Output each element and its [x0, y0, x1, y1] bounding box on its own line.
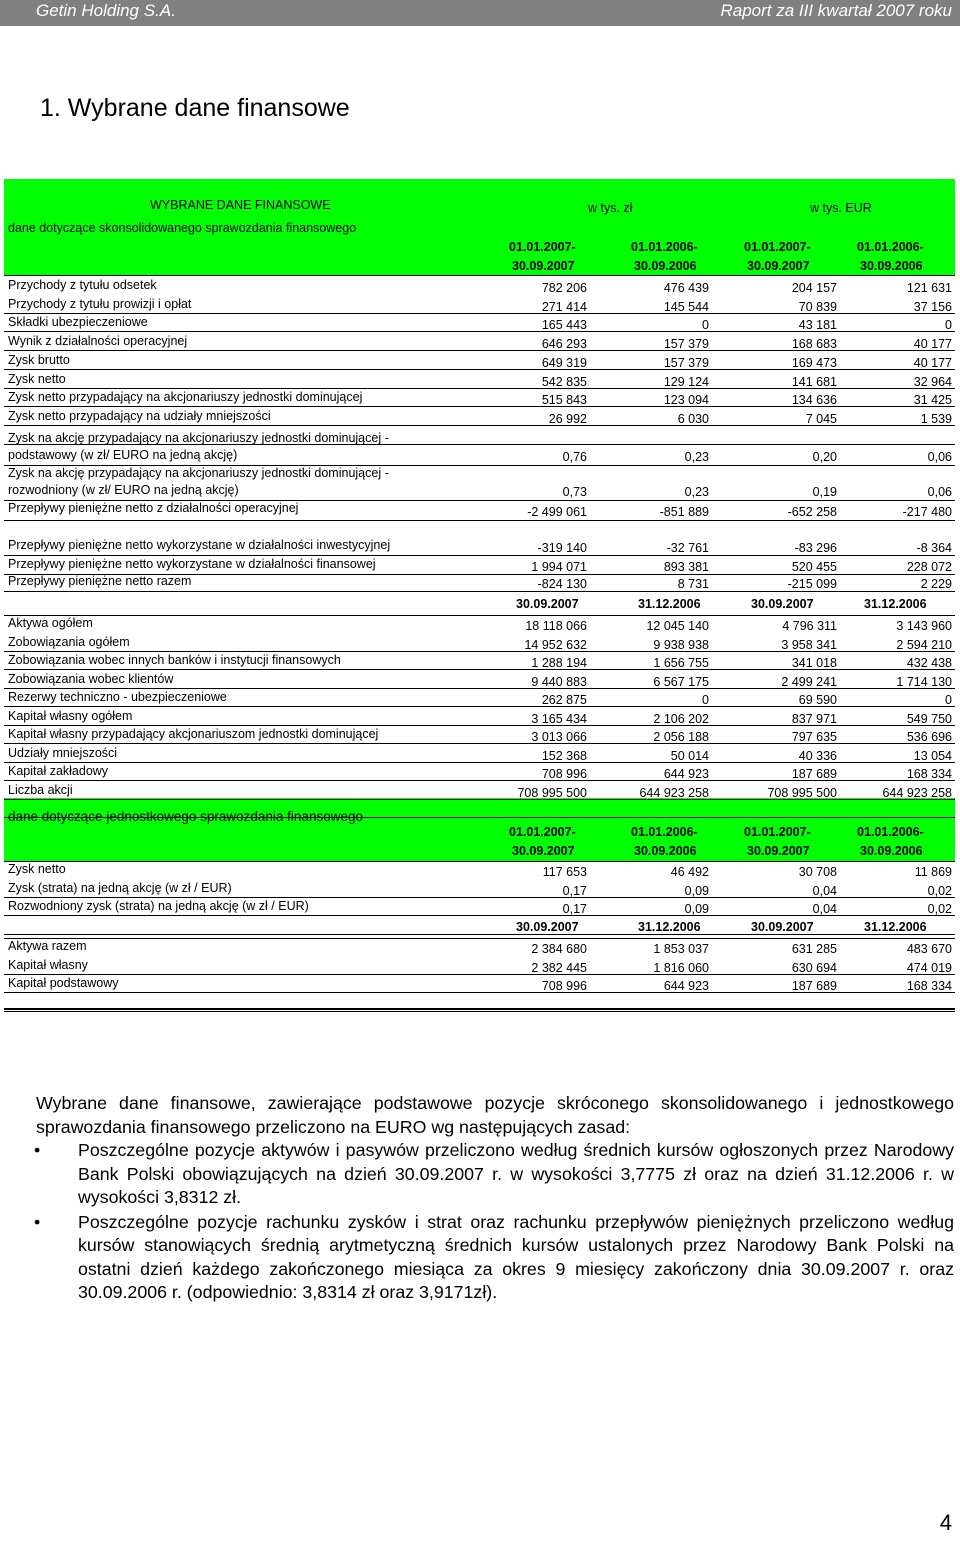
row-value: 0,09	[684, 883, 709, 898]
row-value: -824 130	[537, 577, 587, 591]
row-value: 644 923 258	[882, 785, 952, 800]
row-divider	[4, 861, 955, 862]
currency-pln-label: w tys. zł	[588, 201, 633, 215]
row-divider	[4, 938, 955, 939]
row-value: -319 140	[537, 541, 587, 555]
row-label: Rozwodniony zysk (strata) na jedną akcję (w zł / EUR)	[8, 899, 309, 914]
row-value: 2 229	[920, 577, 952, 591]
report-period: Raport za III kwartał 2007 roku	[720, 1, 952, 20]
row-value: 117 653	[542, 865, 587, 879]
balance-date-header: 31.12.2006	[864, 597, 927, 611]
row-value: 536 696	[906, 730, 952, 744]
row-label: Kapitał własny przypadający akcjonariuszom jednostki dominującej	[8, 727, 379, 741]
row-value: 476 439	[663, 281, 709, 295]
consolidated-heading: dane dotyczące skonsolidowanego sprawozdania finansowego	[8, 221, 357, 235]
row-label: Przepływy pieniężne netto z działalności operacyjnej	[8, 501, 299, 515]
row-value: 0,23	[684, 485, 709, 499]
row-value: 837 971	[791, 711, 837, 726]
row-value: 520 455	[791, 560, 837, 574]
row-value: 12 045 140	[646, 619, 709, 633]
row-label: Kapitał własny ogółem	[8, 708, 133, 723]
eps-basic-label-line1: Zysk na akcję przypadający na akcjonariuszy jednostki dominującej -	[8, 431, 389, 445]
section-title: 1. Wybrane dane finansowe	[40, 94, 350, 122]
row-label: Aktywa ogółem	[8, 616, 93, 630]
row-value: 26 992	[548, 411, 587, 426]
row-value: 187 689	[791, 767, 837, 781]
row-label: Kapitał własny	[8, 957, 88, 972]
row-value: 1 539	[920, 411, 952, 426]
row-value: 893 381	[663, 560, 709, 574]
row-value: 0,02	[927, 883, 952, 898]
period-header-start: 01.01.2006-	[631, 240, 698, 254]
row-value: 631 285	[791, 942, 837, 956]
row-value: -8 364	[916, 541, 952, 555]
row-value: 168 334	[906, 767, 952, 781]
row-divider	[4, 520, 955, 521]
row-value: 7 045	[805, 411, 837, 426]
row-value: 13 054	[913, 748, 952, 763]
row-value: 271 414	[541, 299, 587, 314]
period-header-start: 01.01.2006-	[857, 825, 924, 839]
eps-diluted-label-line2: rozwodniony (w zł/ EURO na jedną akcję)	[8, 483, 239, 497]
financial-data-table	[4, 179, 955, 1184]
row-value: 169 473	[791, 355, 837, 370]
row-value: 1 288 194	[531, 656, 587, 670]
row-value: 18 118 066	[525, 619, 587, 633]
row-label: Przychody z tytułu prowizji i opłat	[8, 296, 192, 311]
row-value: 228 072	[906, 560, 952, 574]
row-label: Przepływy pieniężne netto wykorzystane w działalności inwestycyjnej	[8, 538, 391, 552]
row-value: 2 499 241	[781, 674, 837, 689]
row-label: Przychody z tytułu odsetek	[8, 278, 157, 292]
row-value: 2 056 188	[653, 730, 709, 744]
row-value: 0,17	[562, 883, 587, 898]
row-value: 549 750	[906, 711, 952, 726]
page-number: 4	[939, 1510, 952, 1535]
row-value: 134 636	[791, 393, 837, 408]
intro-paragraph: Wybrane dane finansowe, zawierające podstawowe pozycje skróconego skonsolidowanego i jednostkowego sprawozdania finansowego przeliczono na EURO wg następujących zasad:	[36, 1093, 954, 1137]
row-label: Udziały mniejszości	[8, 745, 118, 760]
row-value: -215 099	[787, 577, 837, 591]
row-value: 0	[945, 318, 952, 333]
row-value: 708 996	[541, 767, 587, 781]
eps-basic-label-line2: podstawowy (w zł/ EURO na jedną akcję)	[8, 448, 238, 462]
balance-date-header: 31.12.2006	[864, 920, 927, 934]
row-value: 0,06	[927, 450, 952, 464]
standalone-header-band	[4, 798, 955, 861]
company-name: Getin Holding S.A.	[36, 1, 176, 20]
row-value: 782 206	[541, 281, 587, 295]
row-value: 204 157	[791, 281, 837, 295]
row-value: 483 670	[906, 942, 952, 956]
row-value: 2 594 210	[896, 637, 952, 652]
row-value: 0,19	[812, 485, 837, 499]
row-value: 152 368	[541, 748, 587, 763]
period-header-end: 30.09.2006	[634, 259, 697, 273]
row-value: 432 438	[906, 656, 952, 670]
row-value: 646 293	[541, 337, 587, 352]
row-label: Zysk netto przypadający na udziały mniejszości	[8, 408, 271, 423]
row-value: 14 952 632	[524, 637, 587, 652]
row-value: 1 853 037	[653, 942, 709, 956]
row-value: 708 996	[541, 979, 587, 993]
row-value: 3 958 341	[781, 637, 837, 652]
row-value: 0,04	[812, 902, 837, 917]
period-header-start: 01.01.2007-	[509, 240, 576, 254]
row-divider	[4, 591, 955, 592]
row-value: 40 177	[913, 337, 952, 352]
balance-date-header: 30.09.2007	[516, 597, 579, 611]
row-divider	[4, 615, 955, 616]
row-label: Składki ubezpieczeniowe	[8, 315, 148, 330]
row-value: 0,02	[927, 902, 952, 917]
row-value: 0	[702, 318, 709, 333]
row-value: 11 869	[914, 865, 952, 879]
period-header-end: 30.09.2007	[747, 844, 810, 858]
row-label: Kapitał zakładowy	[8, 764, 109, 778]
period-header-end: 30.09.2006	[634, 844, 697, 858]
row-value: 50 014	[670, 748, 709, 763]
row-value: 168 683	[791, 337, 837, 352]
bullet-icon: •	[34, 1211, 41, 1232]
row-value: 1 994 071	[531, 560, 587, 574]
row-label: Zysk brutto	[8, 352, 70, 367]
row-label: Aktywa razem	[8, 939, 87, 953]
row-value: 40 177	[913, 355, 952, 370]
period-header-end: 30.09.2006	[860, 259, 923, 273]
row-value: -2 499 061	[527, 505, 587, 519]
row-value: 9 938 938	[653, 637, 709, 652]
currency-eur-label: w tys. EUR	[810, 201, 872, 215]
balance-date-header: 30.09.2007	[751, 597, 814, 611]
balance-date-header: 31.12.2006	[638, 597, 701, 611]
row-value: 121 631	[906, 281, 952, 295]
row-label: Przepływy pieniężne netto wykorzystane w działalności finansowej	[8, 557, 376, 571]
row-value: -851 889	[659, 505, 709, 519]
bullet-icon: •	[34, 1140, 41, 1160]
row-value: 0,20	[812, 450, 837, 464]
row-value: 2 384 680	[531, 942, 587, 956]
row-label: Rezerwy techniczno - ubezpieczeniowe	[8, 690, 227, 704]
row-value: 40 336	[798, 748, 837, 763]
row-label: Wynik z działalności operacyjnej	[8, 334, 188, 349]
row-value: 30 708	[798, 865, 837, 879]
balance-date-header: 30.09.2007	[516, 920, 579, 934]
row-label: Przepływy pieniężne netto razem	[8, 574, 192, 588]
row-value: 542 835	[541, 374, 587, 389]
row-value: 129 124	[663, 374, 709, 389]
row-value: 157 379	[663, 355, 709, 370]
row-value: 644 923	[663, 767, 709, 781]
row-value: 70 839	[798, 299, 837, 314]
row-value: 2 382 445	[531, 960, 587, 975]
row-value: 8 731	[677, 577, 709, 591]
row-value: 649 319	[541, 355, 587, 370]
row-value: 3 013 066	[531, 730, 587, 744]
row-value: 0,17	[562, 902, 587, 917]
row-value: 69 590	[798, 693, 837, 707]
row-value: -32 761	[666, 541, 709, 555]
row-value: 141 681	[791, 374, 837, 389]
bullet-item	[36, 1211, 954, 1305]
period-header-start: 01.01.2007-	[509, 825, 576, 839]
row-value: 168 334	[906, 979, 952, 993]
row-value: 43 181	[798, 318, 837, 333]
row-label: Kapitał podstawowy	[8, 976, 119, 990]
row-value: 0,06	[927, 485, 952, 499]
row-label: Zysk netto	[8, 371, 66, 386]
row-value: 0,09	[684, 902, 709, 917]
row-value: 31 425	[913, 393, 952, 408]
bullet-item	[36, 1139, 954, 1210]
row-value: 165 443	[541, 318, 587, 333]
row-value: 3 143 960	[896, 619, 952, 633]
row-value: 630 694	[791, 960, 837, 975]
period-header-end: 30.09.2007	[512, 259, 575, 273]
period-header-start: 01.01.2006-	[631, 825, 698, 839]
row-value: 515 843	[541, 393, 587, 408]
document-header-bar	[0, 0, 960, 26]
row-value: 797 635	[791, 730, 837, 744]
row-value: -83 296	[794, 541, 837, 555]
period-header-end: 30.09.2007	[747, 259, 810, 273]
row-value: -217 480	[902, 505, 952, 519]
row-divider	[4, 1011, 955, 1012]
row-divider	[4, 934, 955, 935]
bullet-text: Poszczególne pozycje rachunku zysków i strat oraz rachunku przepływów pieniężnych przeliczono według kursów stanowiących średnią arytmetyczną średnich kursów ustalonych przez Narodowy Bank Polski na ostatni dzień każdego zakończonego miesiąca za okres 9 miesięcy zakończony dnia 30.09.2007 r. oraz 30.09.2006 r. (odpowiednio: 3,8314 zł oraz 3,9171zł).	[78, 1211, 954, 1302]
row-label: Zysk (strata) na jedną akcję (w zł / EUR)	[8, 880, 232, 895]
row-value: 644 923 258	[639, 785, 709, 800]
row-value: 708 995 500	[517, 785, 587, 800]
table-bottom-rule	[4, 1008, 955, 1010]
row-label: Liczba akcji	[8, 782, 73, 797]
table-title: WYBRANE DANE FINANSOWE	[150, 198, 331, 212]
row-value: 3 165 434	[531, 711, 587, 726]
balance-date-header: 30.09.2007	[751, 920, 814, 934]
period-header-start: 01.01.2006-	[857, 240, 924, 254]
row-value: 341 018	[791, 656, 837, 670]
row-value: 1 816 060	[653, 960, 709, 975]
period-header-end: 30.09.2006	[860, 844, 923, 858]
row-value: 187 689	[791, 979, 837, 993]
row-divider	[4, 817, 955, 818]
eps-diluted-label-line1: Zysk na akcję przypadający na akcjonariuszy jednostki dominującej -	[8, 466, 389, 480]
row-value: 145 544	[663, 299, 709, 314]
row-value: 1 656 755	[653, 656, 709, 670]
period-header-start: 01.01.2007-	[744, 240, 811, 254]
row-value: 0,76	[562, 450, 587, 464]
row-value: 708 995 500	[767, 785, 837, 800]
row-value: 262 875	[541, 693, 587, 707]
row-label: Zysk netto	[8, 862, 66, 876]
row-label: Zobowiązania wobec klientów	[8, 671, 174, 686]
row-divider	[4, 275, 955, 276]
row-value: 0,04	[812, 883, 837, 898]
row-value: 32 964	[913, 374, 952, 389]
row-value: 2 106 202	[653, 711, 709, 726]
row-value: 4 796 311	[782, 619, 837, 633]
row-value: 37 156	[913, 299, 952, 314]
row-value: 6 030	[677, 411, 709, 426]
row-value: 644 923	[663, 979, 709, 993]
period-header-end: 30.09.2007	[512, 844, 575, 858]
row-value: 123 094	[663, 393, 709, 408]
row-divider	[4, 555, 955, 556]
row-value: 0	[945, 693, 952, 707]
row-value: 1 714 130	[896, 674, 952, 689]
row-value: 0	[702, 693, 709, 707]
row-value: 157 379	[663, 337, 709, 352]
row-value: 474 019	[906, 960, 952, 975]
row-value: 9 440 883	[531, 674, 587, 689]
row-label: Zobowiązania ogółem	[8, 634, 130, 649]
balance-date-header: 31.12.2006	[638, 920, 701, 934]
row-value: 6 567 175	[653, 674, 709, 689]
row-label: Zysk netto przypadający na akcjonariuszy jednostki dominującej	[8, 390, 363, 405]
row-value: 0,23	[684, 450, 709, 464]
row-value: -652 258	[787, 505, 837, 519]
bullet-text: Poszczególne pozycje aktywów i pasywów przeliczono według średnich kursów ogłoszonych przez Narodowy Bank Polski obowiązujących na dzień 30.09.2007 r. w wysokości 3,7775 zł oraz na dzień 31.12.2006 r. w wysokości 3,8312 zł.	[78, 1140, 954, 1207]
row-value: 0,73	[562, 485, 587, 499]
body-text	[36, 1092, 954, 1305]
period-header-start: 01.01.2007-	[744, 825, 811, 839]
row-label: Zobowiązania wobec innych banków i instytucji finansowych	[8, 653, 341, 667]
row-value: 46 492	[670, 865, 709, 879]
standalone-heading: dane dotyczące jednostkowego sprawozdania finansowego	[8, 809, 363, 824]
